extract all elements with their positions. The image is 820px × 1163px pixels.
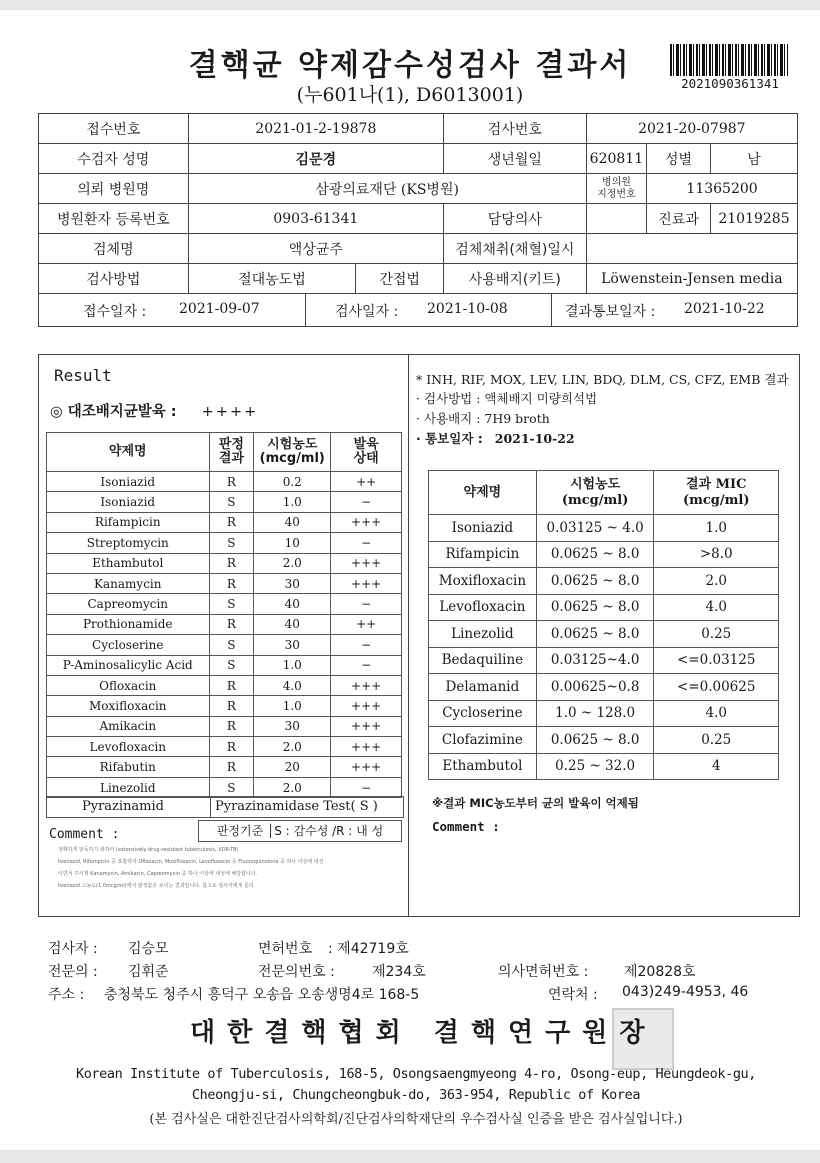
mic-cell-conc: 0.0625 ~ 8.0: [536, 568, 654, 595]
certification-note: (본 검사실은 대한진단검사의학회/진단검사의학재단의 우수검사실 인증을 받은 검사실입니다.): [149, 1112, 683, 1127]
doctor-label: 담당의사: [444, 204, 587, 234]
dst-cell-conc: 1.0: [254, 696, 331, 716]
tested-label: 검사일자 :: [335, 304, 399, 320]
specimen-label: 검체명: [39, 234, 189, 264]
dst-cell-drug: P-Aminosalicylic Acid: [47, 655, 210, 675]
dst-cell-growth: ++: [331, 472, 402, 492]
dst-cell-drug: Ofloxacin: [47, 675, 210, 695]
mic-cell-conc: 0.0625 ~ 8.0: [536, 594, 654, 621]
dst-row: [47, 553, 402, 573]
dst-row: [47, 655, 402, 675]
mic-row: [429, 568, 779, 595]
sex: 남: [710, 144, 797, 174]
dst-cell-growth: +++: [331, 696, 402, 716]
mic-note-drugs: * INH, RIF, MOX, LEV, LIN, BDQ, DLM, CS, CFZ, EMB 결과: [416, 372, 789, 387]
mic-table: [428, 470, 779, 780]
dst-cell-drug: Prothionamide: [47, 614, 210, 634]
received-label: 접수일자 :: [83, 304, 147, 320]
pyrazinamid-test: Pyrazinamidase Test( S ): [215, 799, 378, 814]
dst-cell-drug: Rifampicin: [47, 512, 210, 532]
mic-cell-drug: Clofazimine: [429, 727, 537, 754]
hospital-label: 의뢰 병원명: [39, 174, 189, 204]
notified-label: 결과통보일자 :: [565, 304, 656, 320]
media-label: 사용배지(키트): [444, 264, 587, 294]
doctor-lic-label: 의사면허번호 :: [498, 964, 589, 980]
dst-row: [47, 635, 402, 655]
patient-name: 김문경: [188, 144, 443, 174]
dst-cell-growth: −: [331, 533, 402, 553]
organization-name: 대한결핵협회 결핵연구원장: [190, 1018, 657, 1048]
patient-label: 수검자 성명: [39, 144, 189, 174]
dst-cell-drug: Ethambutol: [47, 553, 210, 573]
dst-cell-judge: R: [209, 737, 254, 757]
barcode-number: 2021090361341: [681, 76, 779, 91]
mic-cell-mic: 0.25: [654, 621, 779, 648]
pyrazinamid-row: [46, 796, 404, 818]
dept-label: 진료과: [647, 204, 711, 234]
comment-left-label: Comment :: [49, 827, 120, 842]
mic-cell-drug: Cycloserine: [429, 700, 537, 727]
collect-label: 검체채취(채혈)일시: [444, 234, 587, 264]
mic-cell-conc: 0.0625 ~ 8.0: [536, 621, 654, 648]
dst-cell-conc: 40: [254, 614, 331, 634]
dst-cell-judge: S: [209, 533, 254, 553]
dst-cell-judge: R: [209, 696, 254, 716]
dst-cell-conc: 1.0: [254, 492, 331, 512]
contact-label: 연락처 :: [548, 987, 598, 1003]
dst-cell-drug: Rifabutin: [47, 757, 210, 777]
dst-cell-judge: R: [209, 757, 254, 777]
dst-header-drug: 약제명: [47, 433, 210, 472]
mic-cell-conc: 0.0625 ~ 8.0: [536, 541, 654, 568]
dst-cell-growth: −: [331, 655, 402, 675]
mic-cell-drug: Delamanid: [429, 674, 537, 701]
dates-divider-2: [551, 294, 552, 326]
dst-cell-drug: Moxifloxacin: [47, 696, 210, 716]
mic-row: [429, 594, 779, 621]
mic-row: [429, 700, 779, 727]
dates-row: [39, 294, 798, 327]
examiner-label: 검사자 :: [48, 941, 98, 957]
dst-cell-conc: 40: [254, 512, 331, 532]
mic-note-method: · 검사방법 : 액체배지 미량희석법: [416, 391, 598, 406]
dst-row: [47, 757, 402, 777]
contact: 043)249-4953, 46: [622, 984, 749, 1000]
mic-cell-drug: Isoniazid: [429, 515, 537, 542]
dst-cell-drug: Streptomycin: [47, 533, 210, 553]
address-label: 주소 :: [48, 987, 85, 1003]
dst-table: [46, 432, 402, 798]
bottom-edge: [0, 1150, 820, 1163]
notified-date: 2021-10-22: [684, 301, 765, 317]
received-date: 2021-09-07: [179, 301, 260, 317]
mic-cell-drug: Linezolid: [429, 621, 537, 648]
dst-cell-growth: +++: [331, 716, 402, 736]
mic-cell-mic: 4.0: [654, 700, 779, 727]
mic-cell-mic: <=0.03125: [654, 647, 779, 674]
dst-cell-growth: −: [331, 777, 402, 797]
fine-print-3: 이면서 주사제 Kanamycin, Amikacin, Capreomycin 중 하나 이상에 내성에 해당합니다.: [58, 871, 258, 877]
dst-cell-judge: S: [209, 777, 254, 797]
test-no-label: 검사번호: [444, 114, 587, 144]
method-label: 검사방법: [39, 264, 189, 294]
mic-cell-conc: 1.0 ~ 128.0: [536, 700, 654, 727]
dst-row: [47, 737, 402, 757]
dst-row: [47, 675, 402, 695]
dst-cell-judge: R: [209, 716, 254, 736]
tested-date: 2021-10-08: [427, 301, 508, 317]
dst-cell-judge: S: [209, 594, 254, 614]
dst-header-conc: 시험농도 (mcg/ml): [254, 433, 331, 472]
dst-cell-drug: Amikacin: [47, 716, 210, 736]
mic-cell-drug: Rifampicin: [429, 541, 537, 568]
media: Löwenstein-Jensen media: [586, 264, 797, 294]
dst-row: [47, 573, 402, 593]
test-no: 2021-20-07987: [586, 114, 797, 144]
mic-note: ※결과 MIC농도부터 균의 발육이 억제됨: [432, 796, 639, 810]
mic-row: [429, 727, 779, 754]
dst-cell-growth: −: [331, 635, 402, 655]
result-title: Result: [54, 366, 112, 385]
dst-row: [47, 492, 402, 512]
dst-cell-growth: +++: [331, 675, 402, 695]
address-english-2: Cheongju-si, Chungcheongbuk-do, 363-954, Republic of Korea: [191, 1087, 641, 1103]
dst-cell-judge: R: [209, 675, 254, 695]
mic-cell-drug: Bedaquiline: [429, 647, 537, 674]
dst-cell-conc: 30: [254, 635, 331, 655]
dst-cell-growth: +++: [331, 512, 402, 532]
doctor-lic: 제20828호: [624, 964, 696, 980]
specialist-label: 전문의 :: [48, 964, 98, 980]
dst-cell-conc: 1.0: [254, 655, 331, 675]
specialist: 김휘준: [128, 964, 169, 980]
dst-cell-drug: Cycloserine: [47, 635, 210, 655]
dst-row: [47, 533, 402, 553]
dst-cell-judge: R: [209, 472, 254, 492]
fine-print-4: Isoniazid 고농도(1.0mcg/ml)에서 판정값은 보이는 결과입니다. 참고로 검사자에게 문의.: [58, 883, 256, 889]
spec-no-label: 전문의번호 :: [258, 964, 335, 980]
mic-cell-conc: 0.03125~4.0: [536, 647, 654, 674]
examiner: 김승모: [128, 941, 169, 957]
fine-print-2: Isoniazid, Rifampicin 중 포함하여 Ofloxacin, Moxifloxacin, Levofloxacin 등 Fluoroquinolone 중 하나 이상에 내성: [58, 859, 324, 865]
mic-cell-mic: 1.0: [654, 515, 779, 542]
mic-row: [429, 515, 779, 542]
mic-cell-mic: 4.0: [654, 594, 779, 621]
dst-cell-conc: 30: [254, 716, 331, 736]
dst-header-judge: 판정 결과: [209, 433, 254, 472]
dst-cell-judge: S: [209, 492, 254, 512]
mic-row: [429, 674, 779, 701]
dst-row: [47, 696, 402, 716]
method2: 간접법: [356, 264, 444, 294]
mic-date-label: · 통보일자 :: [416, 431, 483, 446]
dst-row: [47, 614, 402, 634]
mic-cell-drug: Levofloxacin: [429, 594, 537, 621]
dst-cell-growth: ++: [331, 614, 402, 634]
hosp-code: 11365200: [647, 174, 798, 204]
dst-cell-drug: Levofloxacin: [47, 737, 210, 757]
dst-cell-conc: 2.0: [254, 737, 331, 757]
dst-cell-drug: Capreomycin: [47, 594, 210, 614]
dst-cell-judge: R: [209, 614, 254, 634]
mic-cell-mic: >8.0: [654, 541, 779, 568]
mic-header-conc: 시험농도 (mcg/ml): [536, 471, 654, 515]
mic-note-date: [416, 429, 575, 447]
sex-label: 성별: [647, 144, 711, 174]
dst-cell-growth: +++: [331, 553, 402, 573]
dst-cell-conc: 20: [254, 757, 331, 777]
comment-right-label: Comment :: [432, 819, 500, 834]
document-subtitle: (누601나(1), D6013001): [296, 84, 524, 106]
criteria-box: 판정기준 │S : 감수성 /R : 내 성: [198, 820, 402, 842]
mic-date: 2021-10-22: [494, 431, 575, 446]
result-divider: [408, 354, 409, 916]
reg-no: 0903-61341: [188, 204, 443, 234]
pyrazinamid-drug: Pyrazinamid: [82, 799, 164, 814]
dst-cell-growth: +++: [331, 573, 402, 593]
dst-row: [47, 594, 402, 614]
method: 절대농도법: [188, 264, 356, 294]
pyrazinamid-divider: [210, 797, 211, 817]
dst-row: [47, 472, 402, 492]
receipt-no-label: 접수번호: [39, 114, 189, 144]
dst-cell-conc: 2.0: [254, 777, 331, 797]
dst-cell-judge: S: [209, 655, 254, 675]
mic-cell-conc: 0.03125 ~ 4.0: [536, 515, 654, 542]
mic-row: [429, 541, 779, 568]
reg-no-label: 병원환자 등록번호: [39, 204, 189, 234]
dst-cell-conc: 2.0: [254, 553, 331, 573]
dst-cell-conc: 4.0: [254, 675, 331, 695]
dst-cell-growth: −: [331, 492, 402, 512]
dst-header-growth: 발육 상태: [331, 433, 402, 472]
dst-cell-conc: 40: [254, 594, 331, 614]
control-value: ++++: [201, 404, 259, 420]
dst-cell-conc: 10: [254, 533, 331, 553]
mic-cell-conc: 0.0625 ~ 8.0: [536, 727, 654, 754]
mic-cell-conc: 0.00625~0.8: [536, 674, 654, 701]
mic-cell-mic: 0.25: [654, 727, 779, 754]
mic-row: [429, 621, 779, 648]
doctor: [586, 204, 646, 234]
dst-cell-drug: Isoniazid: [47, 492, 210, 512]
dst-row: [47, 716, 402, 736]
dst-cell-growth: −: [331, 594, 402, 614]
collect-date: [586, 234, 797, 264]
dst-cell-drug: Isoniazid: [47, 472, 210, 492]
patient-info-table: [38, 113, 798, 327]
dst-cell-growth: +++: [331, 737, 402, 757]
dst-cell-judge: R: [209, 553, 254, 573]
mic-cell-mic: 2.0: [654, 568, 779, 595]
mic-cell-conc: 0.25 ~ 32.0: [536, 753, 654, 780]
mic-cell-mic: <=0.00625: [654, 674, 779, 701]
mic-header-drug: 약제명: [429, 471, 537, 515]
license: : 제42719호: [328, 941, 409, 957]
mic-cell-mic: 4: [654, 753, 779, 780]
dst-row: [47, 777, 402, 797]
control-growth: [50, 400, 258, 421]
mic-header-mic: 결과 MIC (mcg/ml): [654, 471, 779, 515]
dst-cell-drug: Kanamycin: [47, 573, 210, 593]
address-english-1: Korean Institute of Tuberculosis, 168-5, Osongsaengmyeong 4-ro, Osong-eup, Heungdeok-gu,: [75, 1066, 757, 1082]
top-edge: [0, 0, 820, 10]
dst-cell-growth: +++: [331, 757, 402, 777]
dst-cell-judge: S: [209, 635, 254, 655]
birth-date: 620811: [586, 144, 646, 174]
dates-divider: [305, 294, 306, 326]
dst-cell-judge: R: [209, 512, 254, 532]
fine-print-1: 정확하게 판독하기 위하여 (extensively drug-resistant tuberculosis, XDR-TB): [58, 847, 239, 853]
dst-cell-conc: 0.2: [254, 472, 331, 492]
birth-label: 생년월일: [444, 144, 587, 174]
dept: 21019285: [710, 204, 797, 234]
mic-row: [429, 753, 779, 780]
mic-cell-drug: Ethambutol: [429, 753, 537, 780]
hospital-name: 삼광의료재단 (KS병원): [188, 174, 586, 204]
document-title: 결핵균 약제감수성검사 결과서: [188, 48, 632, 83]
address: 충청북도 청주시 흥덕구 오송읍 오송생명4로 168-5: [104, 987, 420, 1003]
dst-cell-conc: 30: [254, 573, 331, 593]
dst-row: [47, 512, 402, 532]
mic-row: [429, 647, 779, 674]
control-label: ◎ 대조배지균발육 :: [50, 404, 177, 420]
dst-cell-judge: R: [209, 573, 254, 593]
receipt-no: 2021-01-2-19878: [188, 114, 443, 144]
mic-note-media: · 사용배지 : 7H9 broth: [416, 411, 550, 426]
spec-no: 제234호: [372, 964, 426, 980]
mic-cell-drug: Moxifloxacin: [429, 568, 537, 595]
dst-cell-drug: Linezolid: [47, 777, 210, 797]
specimen: 액상균주: [188, 234, 443, 264]
license-label: 면허번호: [258, 941, 313, 957]
barcode: [670, 44, 788, 76]
hosp-code-label: 병의원 지정번호: [586, 174, 646, 204]
